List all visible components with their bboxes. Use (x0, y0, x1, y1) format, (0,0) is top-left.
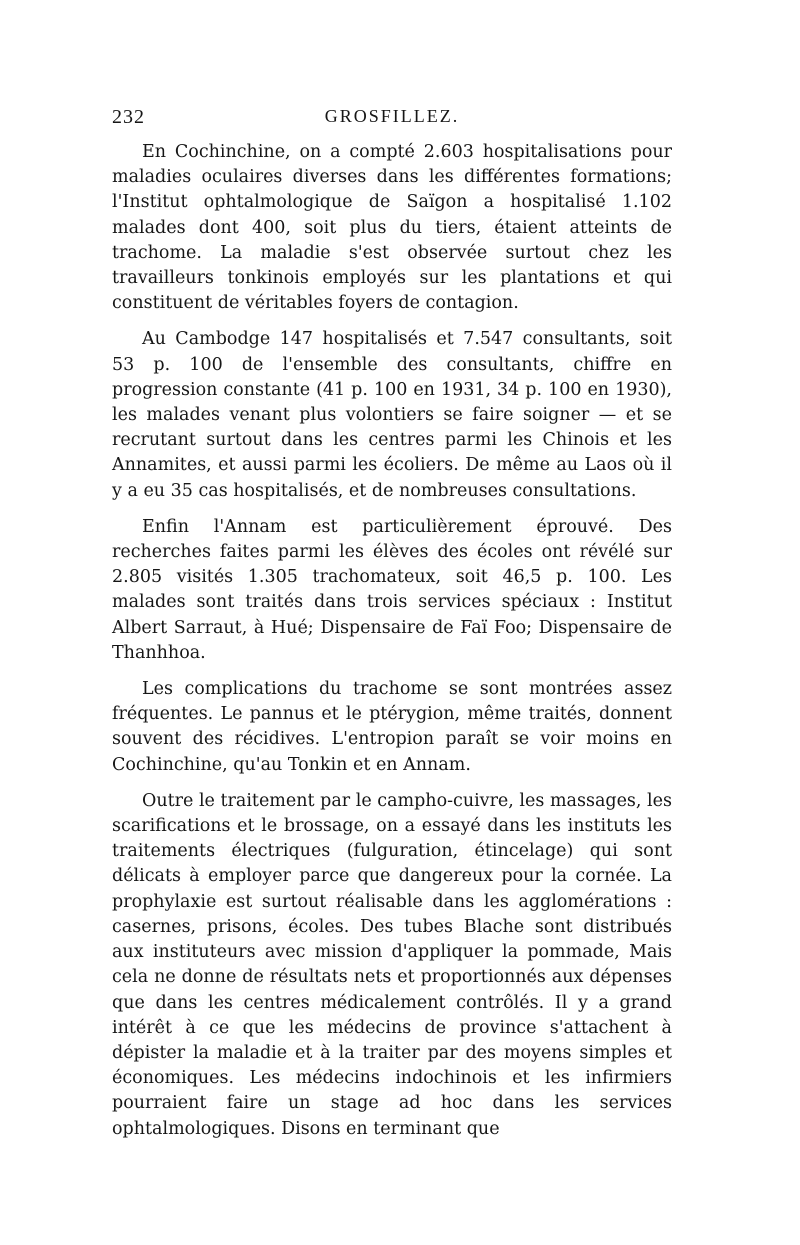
running-head (112, 106, 672, 140)
paragraph-cambodge: Au Cambodge 147 hospitalisés et 7.547 consultants, soit 53 p. 100 de l'ensemble des consultants, chiffre en progression constante (41 p. 100 en 1931, 34 p. 100 en 1930), les malades venant plus volontiers se faire soigner — et se recrutant surtout dans les centres parmi les Chinois et les Annamites, et aussi parmi les écoliers. De même au Laos où il y a eu 35 cas hospitalisés, et de nombreuses consultations. (112, 329, 672, 501)
page-number: 232 (112, 106, 145, 128)
document-page (112, 106, 672, 1153)
paragraph-cochinchine: En Cochinchine, on a compté 2.603 hospitalisations pour maladies oculaires diverses dans les différentes formations; l'Institut ophtalmologique de Saïgon a hospitalisé 1.102 malades dont 400, soit plus du tiers, étaient atteints de trachome. La maladie s'est observée surtout chez les travailleurs tonkinois employés sur les plantations et qui constituent de véritables foyers de contagion. (112, 142, 672, 314)
paragraph-annam: Enfin l'Annam est particulièrement éprouvé. Des recherches faites parmi les élèves des écoles ont révélé sur 2.805 visités 1.305 trachomateux, soit 46,5 p. 100. Les malades sont traités dans trois services spéciaux : Institut Albert Sarraut, à Hué; Dispensaire de Faï Foo; Dispensaire de Thanhhoa. (112, 516, 672, 663)
running-title: GROSFILLEZ. (324, 106, 460, 126)
paragraph-traitement: Outre le traitement par le campho-cuivre, les massages, les scarifications et le brossage, on a essayé dans les instituts les traitements électriques (fulguration, étincelage) qui sont délicats à employer parce que dangereux pour la cornée. La prophylaxie est surtout réalisable dans les agglomérations : casernes, prisons, écoles. Des tubes Blache sont distribués aux instituteurs avec mission d'appliquer la pommade, Mais cela ne donne de résultats nets et proportionnés aux dépenses que dans les centres médicalement contrôlés. Il y a grand intérêt à ce que les médecins de province s'attachent à dépister la maladie et à la traiter par des moyens simples et économiques. Les médecins indochinois et les infirmiers pourraient faire un stage ad hoc dans les services ophtalmologiques. Disons en terminant que (112, 790, 672, 1139)
paragraph-complications: Les complications du trachome se sont montrées assez fréquentes. Le pannus et le ptérygion, même traités, donnent souvent des récidives. L'entropion paraît se voir moins en Cochinchine, qu'au Tonkin et en Annam. (112, 679, 672, 775)
body-text (112, 140, 672, 1142)
